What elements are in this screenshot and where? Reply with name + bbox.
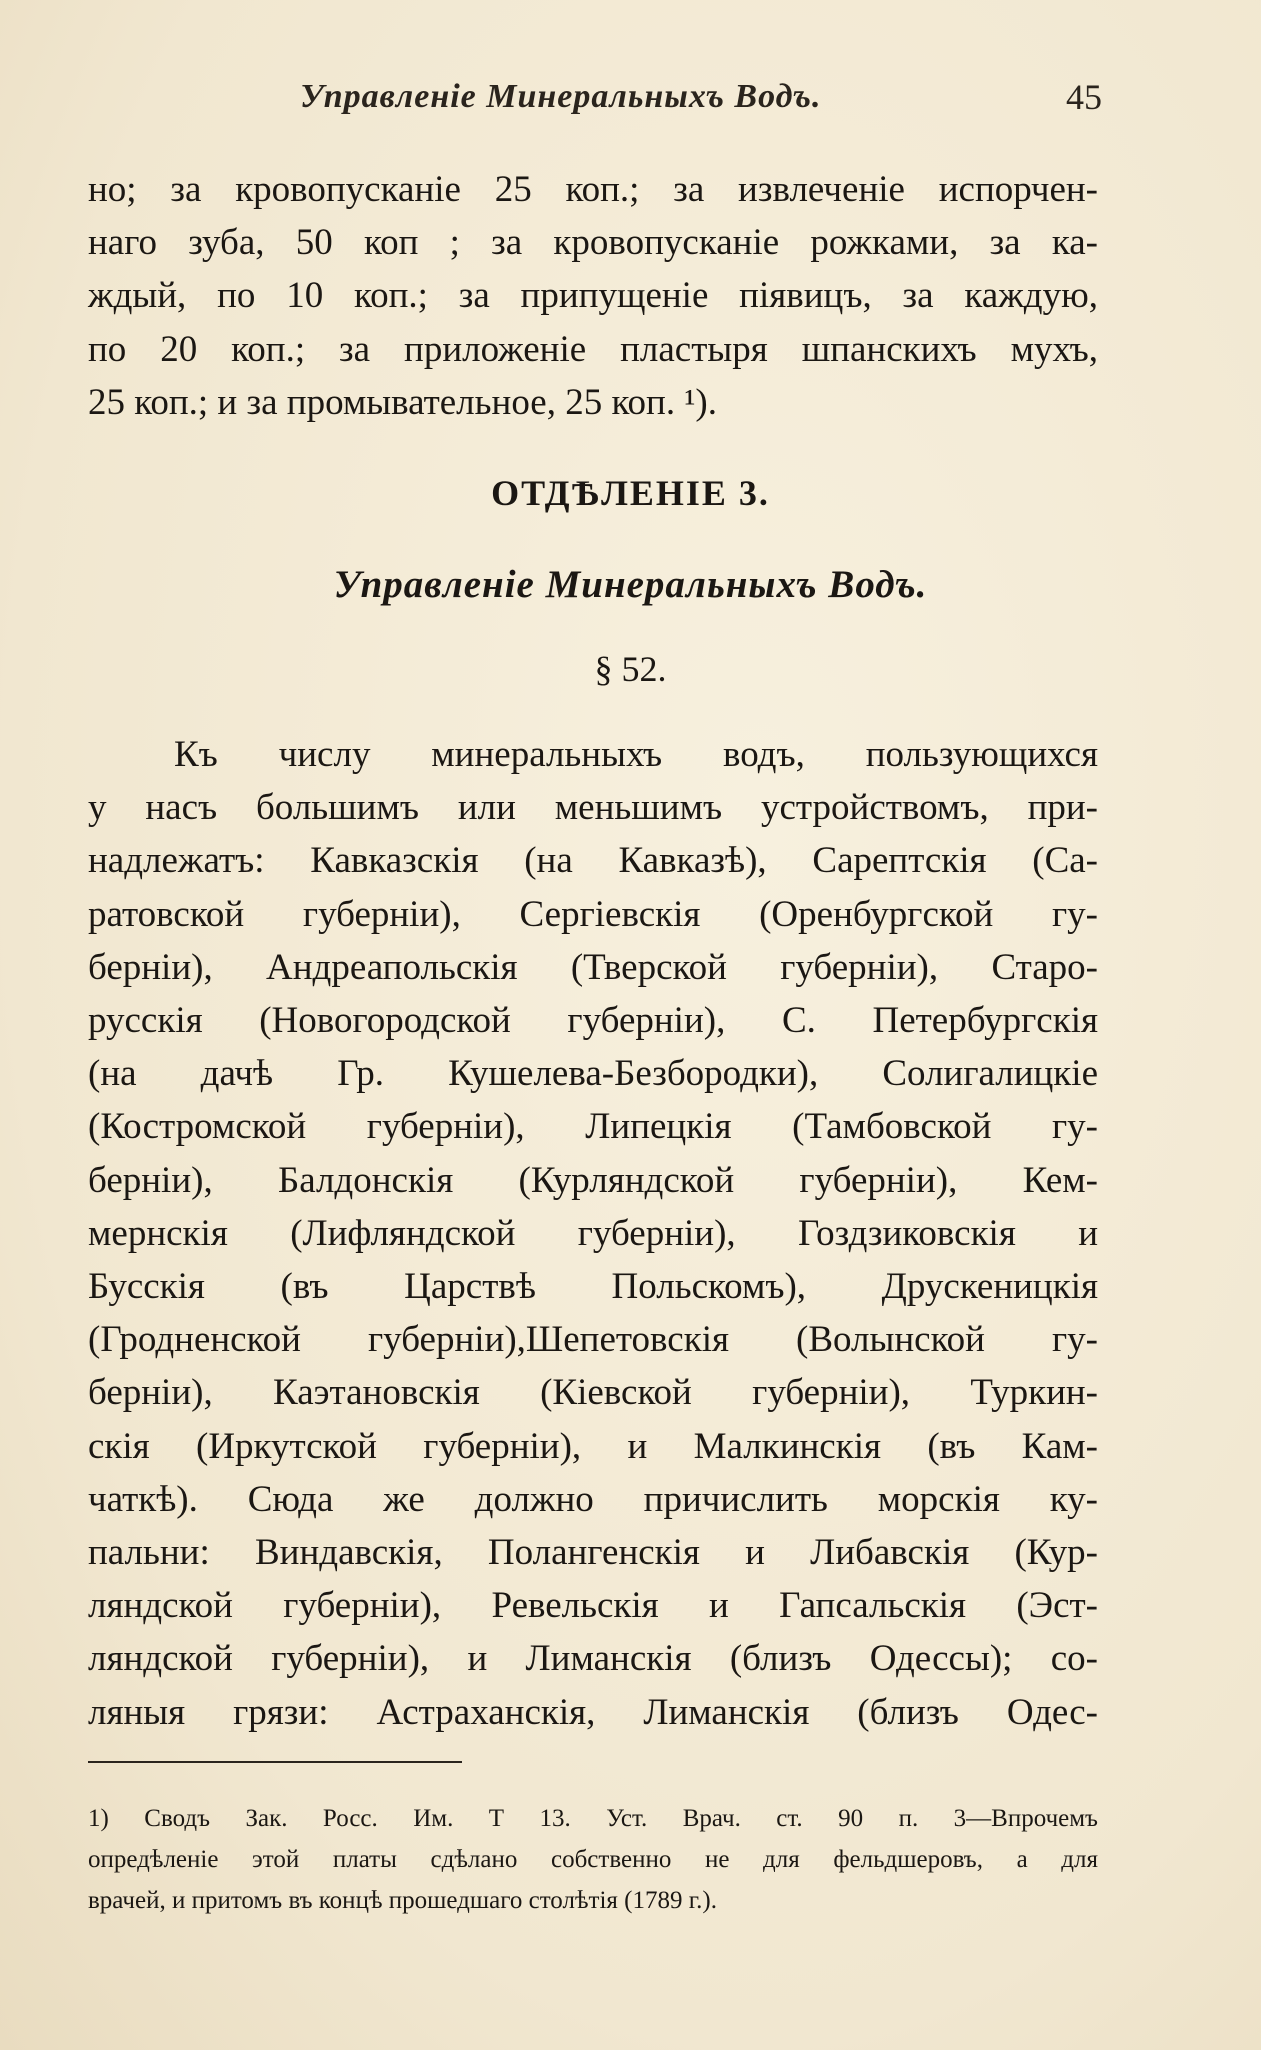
text-line: русскія (Новогородской губерніи), С. Петербургскія xyxy=(88,1000,1098,1042)
text-line: (Костромской губерніи), Липецкія (Тамбовской гу- xyxy=(88,1106,1098,1148)
text-line: 25 коп.; и за промывательное, 25 коп. ¹). xyxy=(88,381,717,423)
body-paragraph xyxy=(88,728,1098,1739)
page-number: 45 xyxy=(1066,77,1102,117)
text-line: берніи), Балдонскія (Курляндской губерніи), Кем- xyxy=(88,1159,1098,1201)
text-line: скія (Иркутской губерніи), и Малкинскія (въ Кам- xyxy=(88,1425,1098,1467)
text-line: (на дачѣ Гр. Кушелева-Безбородки), Солигалицкіе xyxy=(88,1053,1098,1095)
running-head: Управленіе Минеральныхъ Водъ. xyxy=(300,78,822,115)
text-line: чаткѣ). Сюда же должно причислить морскія ку- xyxy=(88,1478,1098,1520)
continuation-paragraph xyxy=(88,163,1098,429)
text-line: пальни: Виндавскія, Полангенскія и Либавскія (Кур- xyxy=(88,1532,1098,1574)
text-line: по 20 коп.; за приложеніе пластыря шпанскихъ мухъ, xyxy=(88,328,1098,370)
text-line: наго зуба, 50 коп ; за кровопусканіе рожками, за ка- xyxy=(88,222,1098,264)
text-line: берніи), Каэтановскія (Кіевской губерніи), Туркин- xyxy=(88,1372,1098,1414)
text-line: у насъ большимъ или меньшимъ устройствомъ, при- xyxy=(88,787,1098,829)
text-line: ратовской губерніи), Сергіевскія (Оренбургской гу- xyxy=(88,893,1098,935)
text-line: ждый, по 10 коп.; за припущеніе піявицъ, за каждую, xyxy=(88,275,1098,317)
text-line: ляндской губерніи), Ревельскія и Гапсальскія (Эст- xyxy=(88,1585,1098,1627)
text-line: ляныя грязи: Астраханскія, Лиманскія (близъ Одес- xyxy=(88,1691,1098,1733)
section-subtitle: Управленіе Минеральныхъ Водъ. xyxy=(333,563,928,606)
text-line: мернскія (Лифляндской губерніи), Гоздзиковскія и xyxy=(88,1212,1098,1254)
text-line: но; за кровопусканіе 25 коп.; за извлеченіе испорчен- xyxy=(88,169,1098,210)
text-line: ляндской губерніи), и Лиманскія (близъ Одессы); со- xyxy=(88,1638,1098,1680)
footnote xyxy=(88,1798,1098,1921)
paragraph-number: § 52. xyxy=(594,649,667,689)
footnote-line: 1) Сводъ Зак. Росс. Им. Т 13. Уст. Врач. ст. 90 п. 3—Впрочемъ xyxy=(88,1805,1098,1832)
footnote-line: врачей, и притомъ въ концѣ прошедшаго столѣтія (1789 г.). xyxy=(88,1887,717,1914)
text-line: надлежатъ: Кавказскія (на Кавказѣ), Сарептскія (Са- xyxy=(88,840,1098,882)
text-line: (Гродненской губерніи),Шепетовскія (Волынской гу- xyxy=(88,1319,1098,1361)
footnote-line: опредѣленіе этой платы сдѣлано собственно не для фельдшеровъ, а для xyxy=(88,1846,1098,1873)
text-line: берніи), Андреапольскія (Тверской губерніи), Старо- xyxy=(88,946,1098,988)
footnote-divider xyxy=(88,1761,462,1763)
section-title: ОТДѢЛЕНІЕ 3. xyxy=(491,473,770,513)
text-line: Къ числу минеральныхъ водъ, пользующихся xyxy=(174,734,1098,775)
text-line: Бусскія (въ Царствѣ Польскомъ), Друскеницкія xyxy=(88,1266,1098,1308)
